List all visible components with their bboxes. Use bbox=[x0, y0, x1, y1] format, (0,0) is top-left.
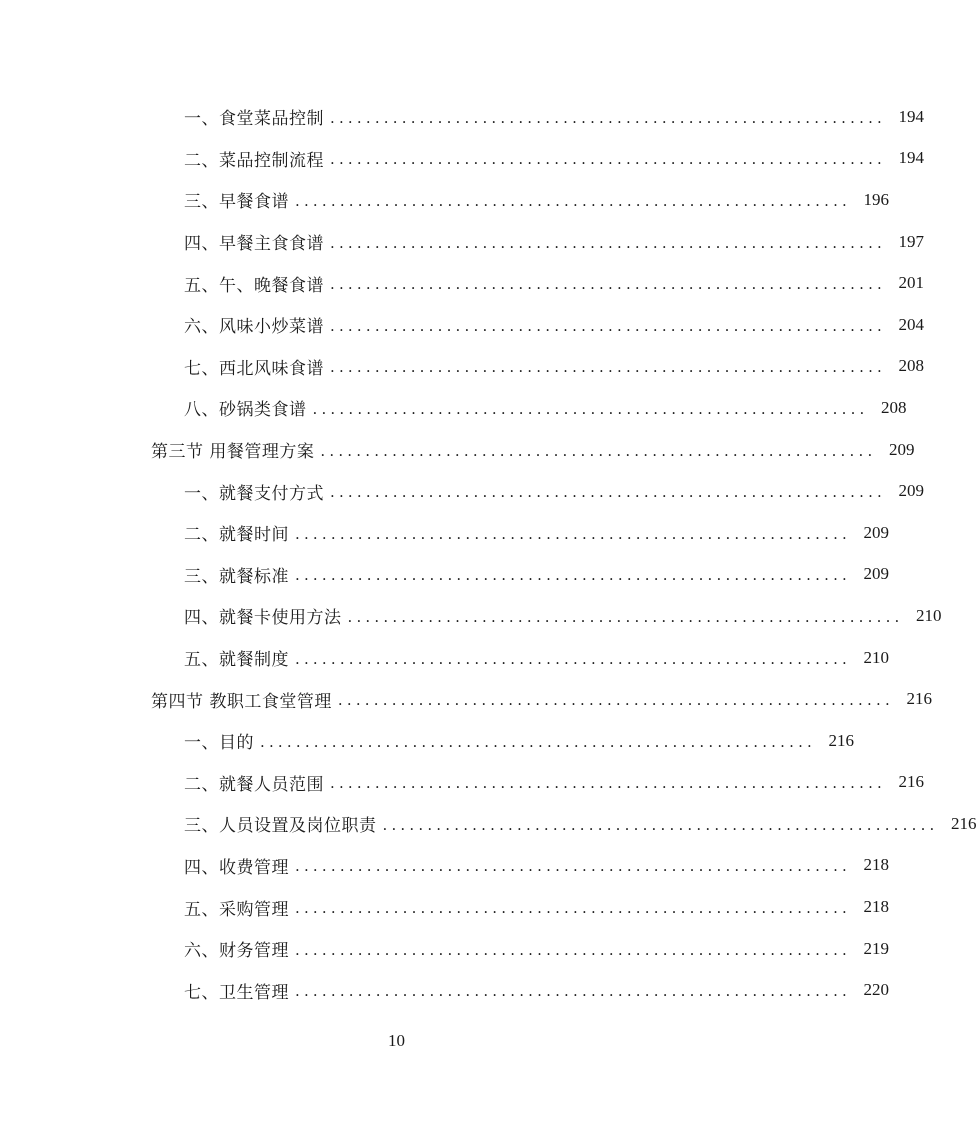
toc-entry-page: 204 bbox=[898, 314, 925, 334]
toc-entry-title: 七、西北风味食谱 bbox=[184, 358, 324, 379]
toc-entry-page: 216 bbox=[951, 813, 977, 833]
toc-dot-leader: .............................................................. bbox=[330, 150, 887, 169]
toc-section-entry[interactable] bbox=[0, 678, 932, 720]
toc-entry[interactable] bbox=[0, 96, 925, 138]
toc-entry[interactable] bbox=[0, 886, 890, 928]
toc-entry-title: 一、就餐支付方式 bbox=[184, 483, 324, 504]
toc-entry-page: 216 bbox=[828, 730, 855, 750]
toc-entry-title: 五、午、晚餐食谱 bbox=[184, 275, 324, 296]
toc-entry-title: 一、目的 bbox=[184, 733, 254, 754]
toc-entry-page: 208 bbox=[898, 356, 925, 376]
toc-entry-title: 第三节 用餐管理方案 bbox=[151, 442, 315, 463]
toc-dot-leader: .............................................................. bbox=[295, 524, 852, 543]
toc-entry-title: 三、就餐标准 bbox=[184, 566, 289, 587]
toc-entry-page: 194 bbox=[898, 106, 925, 126]
toc-entry-page: 210 bbox=[863, 647, 890, 667]
toc-dot-leader: .............................................................. bbox=[312, 399, 869, 418]
toc-entry-page: 209 bbox=[888, 439, 915, 459]
toc-entry-page: 216 bbox=[906, 689, 932, 709]
toc-entry-page: 220 bbox=[863, 980, 890, 1000]
toc-entry[interactable] bbox=[0, 554, 890, 596]
toc-dot-leader: .............................................................. bbox=[295, 982, 852, 1001]
toc-entry-page: 209 bbox=[863, 564, 890, 584]
toc-entry-title: 八、砂锅类食谱 bbox=[184, 400, 307, 421]
toc-entry[interactable] bbox=[0, 221, 925, 263]
toc-entry-page: 210 bbox=[916, 605, 942, 625]
toc-entry-title: 第四节 教职工食堂管理 bbox=[151, 691, 332, 712]
toc-entry-page: 209 bbox=[863, 522, 890, 542]
toc-entry[interactable] bbox=[0, 512, 890, 554]
toc-dot-leader: .............................................................. bbox=[330, 774, 887, 793]
toc-entry-page: 218 bbox=[863, 855, 890, 875]
toc-entry-title: 二、就餐人员范围 bbox=[184, 774, 324, 795]
toc-entry[interactable] bbox=[0, 304, 925, 346]
toc-entry-page: 208 bbox=[881, 397, 907, 417]
toc-entry-page: 209 bbox=[898, 481, 925, 501]
toc-entry-title: 二、菜品控制流程 bbox=[184, 150, 324, 171]
toc-entry-title: 五、就餐制度 bbox=[184, 650, 289, 671]
toc-entry[interactable] bbox=[0, 387, 907, 429]
toc-entry[interactable] bbox=[0, 720, 855, 762]
table-of-contents bbox=[0, 96, 977, 1011]
toc-entry[interactable] bbox=[0, 928, 890, 970]
toc-entry-page: 196 bbox=[863, 189, 890, 209]
toc-dot-leader: .............................................................. bbox=[330, 316, 887, 335]
toc-dot-leader: .............................................................. bbox=[295, 649, 852, 668]
toc-entry-title: 五、采购管理 bbox=[184, 899, 289, 920]
toc-dot-leader: .............................................................. bbox=[337, 691, 894, 710]
toc-entry[interactable] bbox=[0, 803, 977, 845]
toc-entry[interactable] bbox=[0, 262, 925, 304]
toc-entry-page: 219 bbox=[863, 938, 890, 958]
toc-entry-title: 三、早餐食谱 bbox=[184, 192, 289, 213]
toc-entry[interactable] bbox=[0, 969, 890, 1011]
toc-entry-title: 七、卫生管理 bbox=[184, 982, 289, 1003]
toc-entry-title: 六、财务管理 bbox=[184, 941, 289, 962]
toc-entry-page: 216 bbox=[898, 772, 925, 792]
toc-entry-page: 201 bbox=[898, 273, 925, 293]
toc-entry-title: 三、人员设置及岗位职责 bbox=[184, 816, 377, 837]
toc-dot-leader: .............................................................. bbox=[295, 899, 852, 918]
toc-entry[interactable] bbox=[0, 346, 925, 388]
toc-entry-title: 二、就餐时间 bbox=[184, 525, 289, 546]
toc-entry-title: 四、早餐主食食谱 bbox=[184, 234, 324, 255]
toc-entry-page: 197 bbox=[898, 231, 925, 251]
toc-dot-leader: .............................................................. bbox=[330, 275, 887, 294]
toc-entry-title: 四、就餐卡使用方法 bbox=[184, 608, 342, 629]
toc-entry[interactable] bbox=[0, 762, 925, 804]
toc-dot-leader: .............................................................. bbox=[382, 815, 939, 834]
toc-dot-leader: .............................................................. bbox=[330, 233, 887, 252]
toc-dot-leader: .............................................................. bbox=[330, 483, 887, 502]
toc-entry-page: 218 bbox=[863, 897, 890, 917]
toc-dot-leader: .............................................................. bbox=[260, 732, 817, 751]
toc-entry[interactable] bbox=[0, 179, 890, 221]
toc-entry-title: 一、食堂菜品控制 bbox=[184, 109, 324, 130]
toc-entry-page: 194 bbox=[898, 148, 925, 168]
page-number: 10 bbox=[388, 1031, 405, 1050]
toc-section-entry[interactable] bbox=[0, 429, 915, 471]
toc-entry[interactable] bbox=[0, 138, 925, 180]
toc-dot-leader: .............................................................. bbox=[347, 607, 904, 626]
toc-entry-title: 六、风味小炒菜谱 bbox=[184, 317, 324, 338]
toc-dot-leader: .............................................................. bbox=[295, 940, 852, 959]
toc-entry-title: 四、收费管理 bbox=[184, 857, 289, 878]
toc-entry[interactable] bbox=[0, 637, 890, 679]
toc-dot-leader: .............................................................. bbox=[320, 441, 877, 460]
toc-dot-leader: .............................................................. bbox=[295, 566, 852, 585]
toc-dot-leader: .............................................................. bbox=[295, 191, 852, 210]
toc-entry[interactable] bbox=[0, 595, 942, 637]
toc-entry[interactable] bbox=[0, 845, 890, 887]
toc-dot-leader: .............................................................. bbox=[295, 857, 852, 876]
toc-dot-leader: .............................................................. bbox=[330, 358, 887, 377]
toc-dot-leader: .............................................................. bbox=[330, 108, 887, 127]
toc-entry[interactable] bbox=[0, 470, 925, 512]
